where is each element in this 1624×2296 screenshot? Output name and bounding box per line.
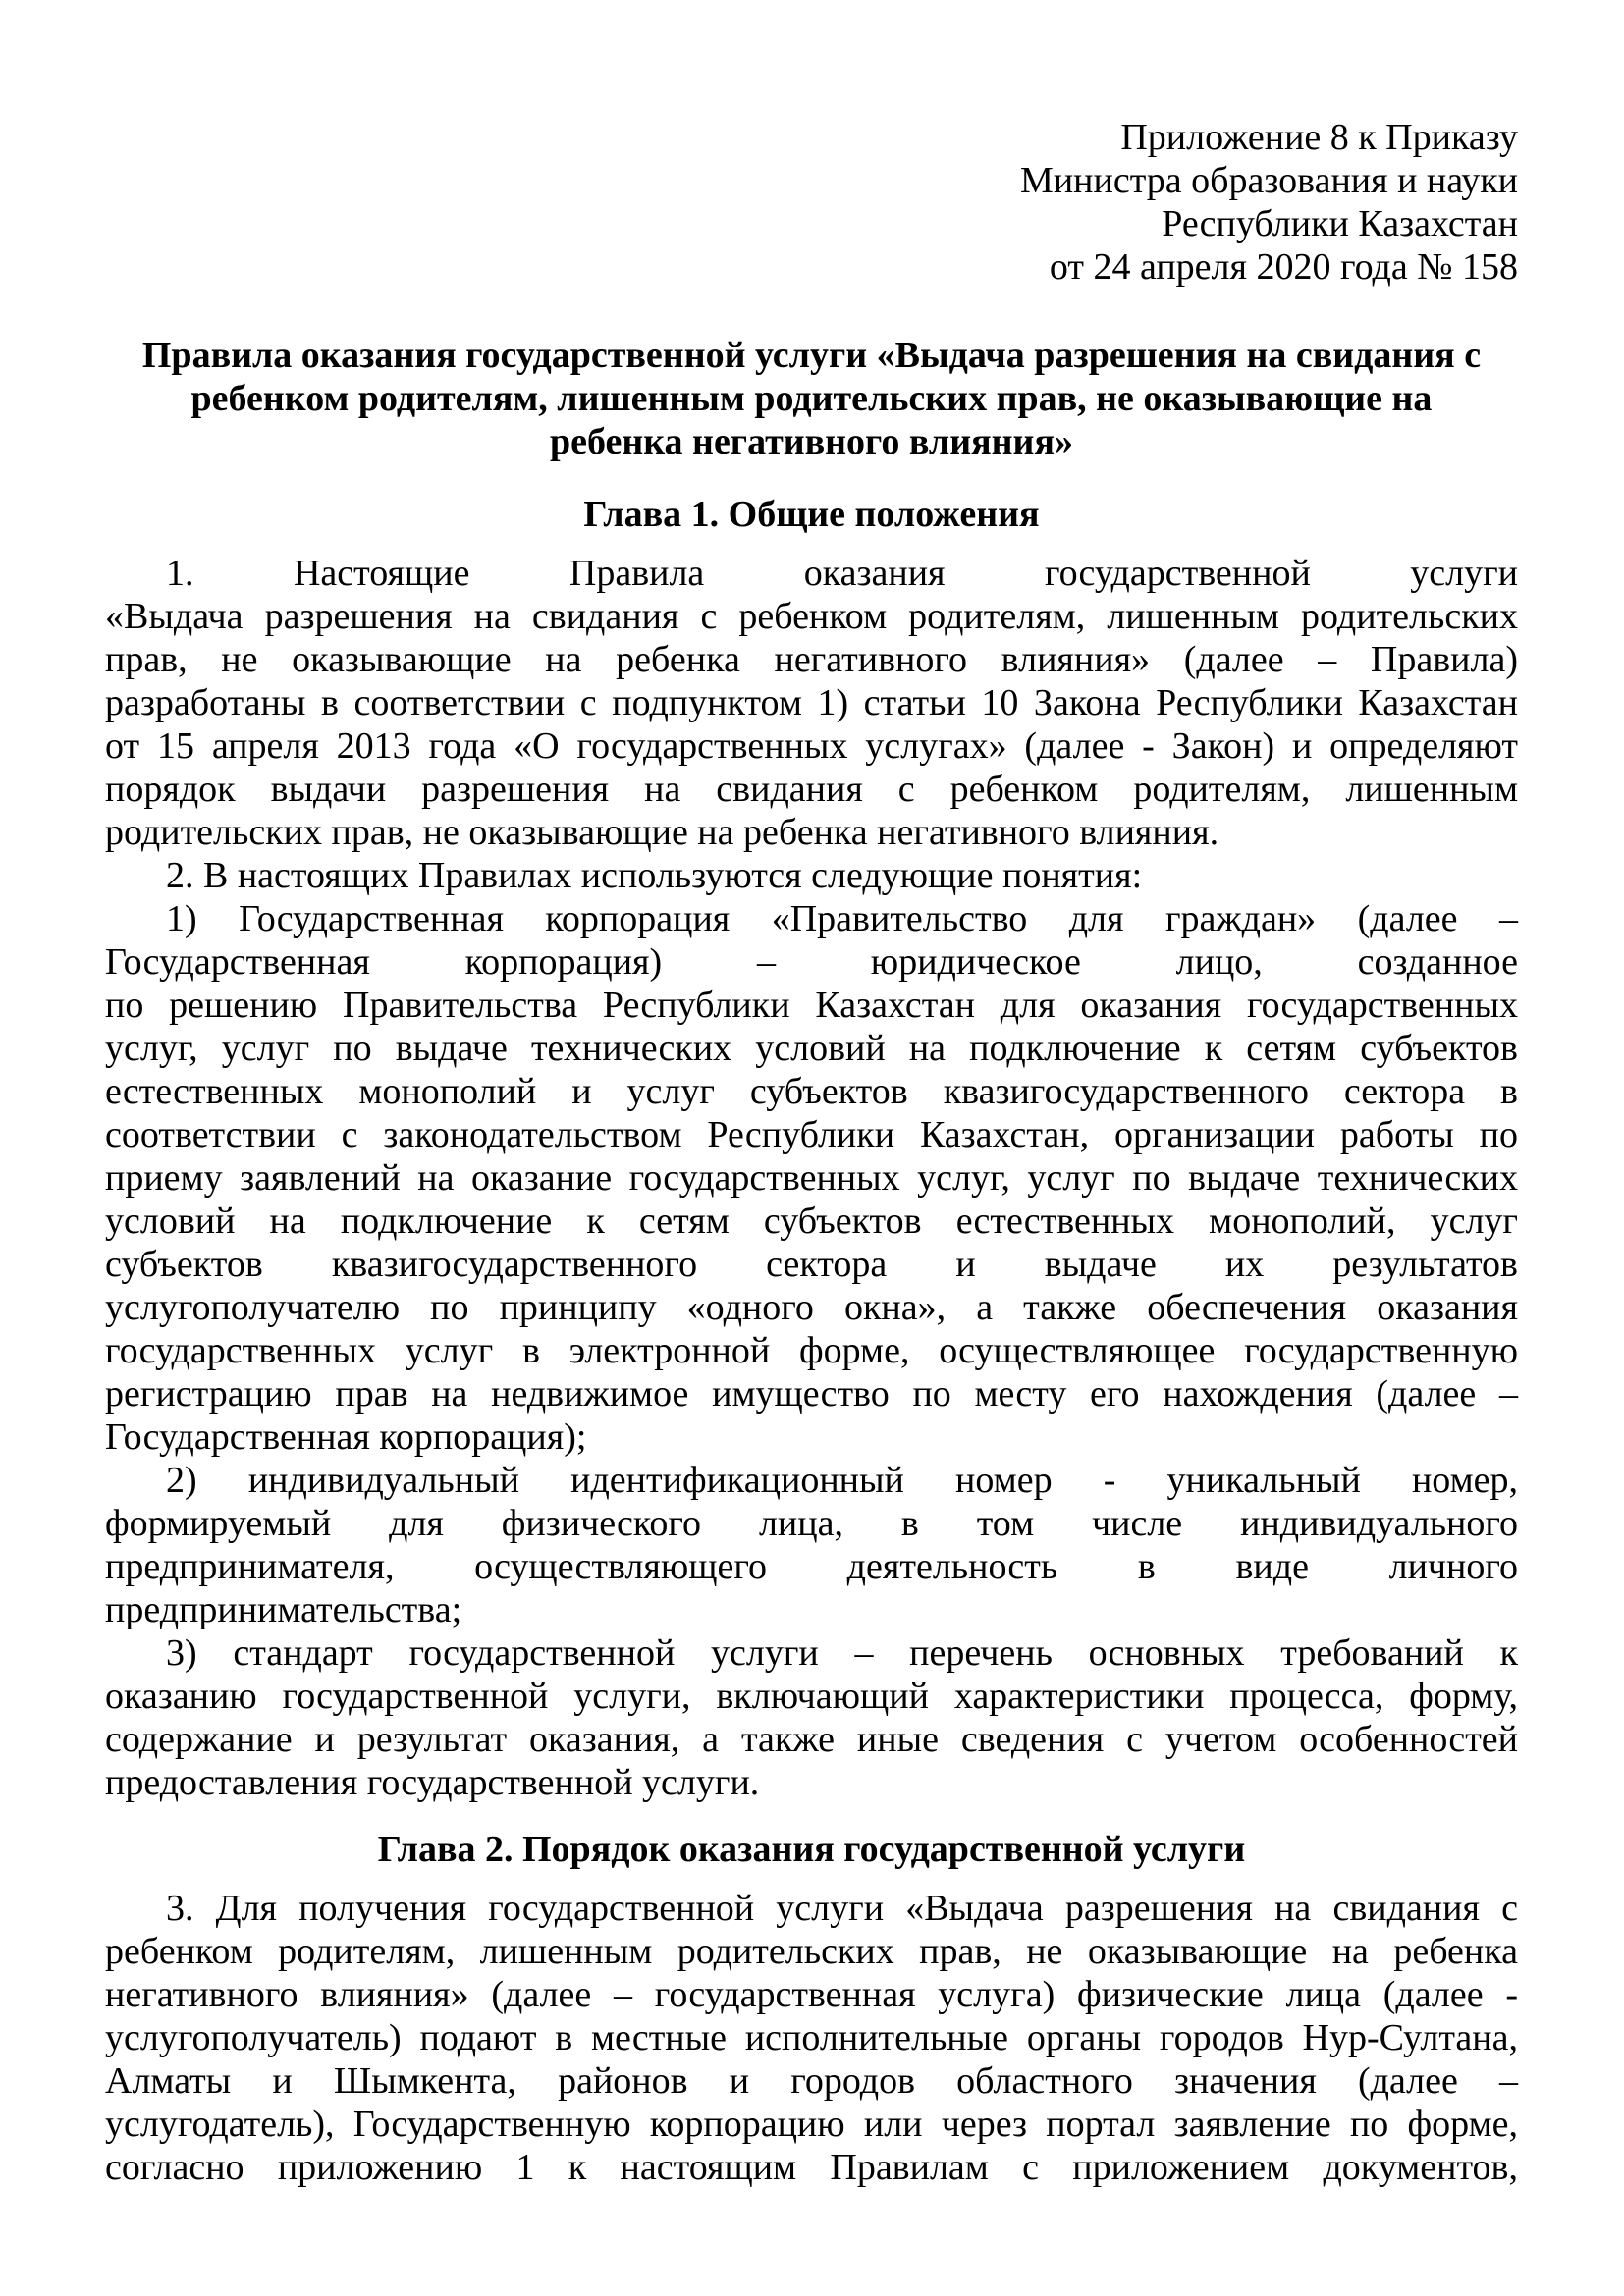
header-line-appendix: Приложение 8 к Приказу — [1120, 117, 1518, 158]
paragraph-line: предпринимателя, осуществляющего деятельность в виде личного — [105, 1546, 1518, 1587]
paragraph-line: содержание и результат оказания, а также иные сведения с учетом особенностей — [105, 1719, 1518, 1760]
paragraph-line: 1. Настоящие Правила оказания государственной услуги — [166, 553, 1518, 594]
paragraph-line: предоставления государственной услуги. — [105, 1762, 760, 1803]
paragraph-line: 3. Для получения государственной услуги «Выдача разрешения на свидания с — [166, 1888, 1518, 1929]
title-line: ребенком родителям, лишенным родительских прав, не оказывающие на — [190, 378, 1433, 419]
paragraph-line: негативного влияния» (далее – государственная услуга) физические лица (далее - — [105, 1974, 1518, 2015]
paragraph-line: порядок выдачи разрешения на свидания с ребенком родителям, лишенным — [105, 769, 1518, 810]
paragraph-line: родительских прав, не оказывающие на ребенка негативного влияния. — [105, 812, 1219, 853]
paragraph-line: Государственная корпорация) – юридическое лицо, созданное — [105, 941, 1518, 983]
paragraph-line: ребенком родителям, лишенным родительских прав, не оказывающие на ребенка — [105, 1931, 1518, 1972]
paragraph-line: от 15 апреля 2013 года «О государственных услугах» (далее - Закон) и определяют — [105, 725, 1518, 767]
header-line-republic: Республики Казахстан — [1162, 203, 1518, 244]
paragraph-line: прав, не оказывающие на ребенка негативного влияния» (далее – Правила) — [105, 639, 1518, 680]
paragraph-line: Государственная корпорация); — [105, 1416, 587, 1458]
paragraph-line: регистрацию прав на недвижимое имущество по месту его нахождения (далее – — [105, 1373, 1518, 1415]
chapter-2-heading: Глава 2. Порядок оказания государственной услуги — [377, 1829, 1246, 1870]
title-line: Правила оказания государственной услуги «Выдача разрешения на свидания с — [141, 335, 1482, 376]
paragraph-line: оказанию государственной услуги, включающий характеристики процесса, форму, — [105, 1676, 1518, 1717]
paragraph-line: естественных монополий и услуг субъектов квазигосударственного сектора в — [105, 1071, 1518, 1112]
paragraph-line: Алматы и Шымкента, районов и городов областного значения (далее – — [105, 2060, 1518, 2102]
paragraph-line: условий на подключение к сетям субъектов естественных монополий, услуг — [105, 1201, 1518, 1242]
document-title — [105, 334, 1518, 463]
paragraph-line: соответствии с законодательством Республики Казахстан, организации работы по — [105, 1114, 1518, 1155]
paragraph-line: «Выдача разрешения на свидания с ребенком родителям, лишенным родительских — [105, 596, 1518, 637]
paragraph-line: субъектов квазигосударственного сектора и выдаче их результатов — [105, 1244, 1518, 1285]
paragraph-line: предпринимательства; — [105, 1589, 462, 1630]
paragraph-line: 2) индивидуальный идентификационный номер - уникальный номер, — [166, 1460, 1518, 1501]
paragraph-line: 3) стандарт государственной услуги – перечень основных требований к — [166, 1632, 1518, 1674]
paragraph-line: государственных услуг в электронной форме, осуществляющее государственную — [105, 1330, 1518, 1371]
paragraph-2-subpoint-1 — [105, 897, 1518, 1459]
paragraph-2-subpoint-2 — [105, 1459, 1518, 1631]
paragraph-2 — [105, 854, 1518, 897]
paragraph-line: приему заявлений на оказание государственных услуг, услуг по выдаче технических — [105, 1157, 1518, 1199]
paragraph-line: 2. В настоящих Правилах используются следующие понятия: — [166, 855, 1143, 896]
paragraph-3 — [105, 1887, 1518, 2189]
title-line: ребенка негативного влияния» — [549, 421, 1074, 462]
paragraph-2-subpoint-3 — [105, 1631, 1518, 1804]
header-line-order-date: от 24 апреля 2020 года № 158 — [1049, 246, 1518, 288]
header-line-ministry: Министра образования и науки — [1020, 160, 1518, 201]
paragraph-line: формируемый для физического лица, в том числе индивидуального — [105, 1503, 1518, 1544]
paragraph-line: услугодатель), Государственную корпорацию или через портал заявление по форме, — [105, 2104, 1518, 2145]
chapter-1-heading: Глава 1. Общие положения — [583, 494, 1040, 535]
paragraph-line: разработаны в соответствии с подпунктом 1) статьи 10 Закона Республики Казахстан — [105, 682, 1518, 723]
paragraph-line: услугополучателю по принципу «одного окна», а также обеспечения оказания — [105, 1287, 1518, 1328]
paragraph-line: по решению Правительства Республики Казахстан для оказания государственных — [105, 985, 1518, 1026]
paragraph-line: услугополучатель) подают в местные исполнительные органы городов Нур-Султана, — [105, 2017, 1518, 2058]
appendix-header — [105, 116, 1518, 289]
paragraph-line: 1) Государственная корпорация «Правительство для граждан» (далее – — [166, 898, 1518, 939]
paragraph-1 — [105, 552, 1518, 854]
paragraph-line: услуг, услуг по выдаче технических условий на подключение к сетям субъектов — [105, 1028, 1518, 1069]
paragraph-line: согласно приложению 1 к настоящим Правилам с приложением документов, — [105, 2147, 1518, 2188]
